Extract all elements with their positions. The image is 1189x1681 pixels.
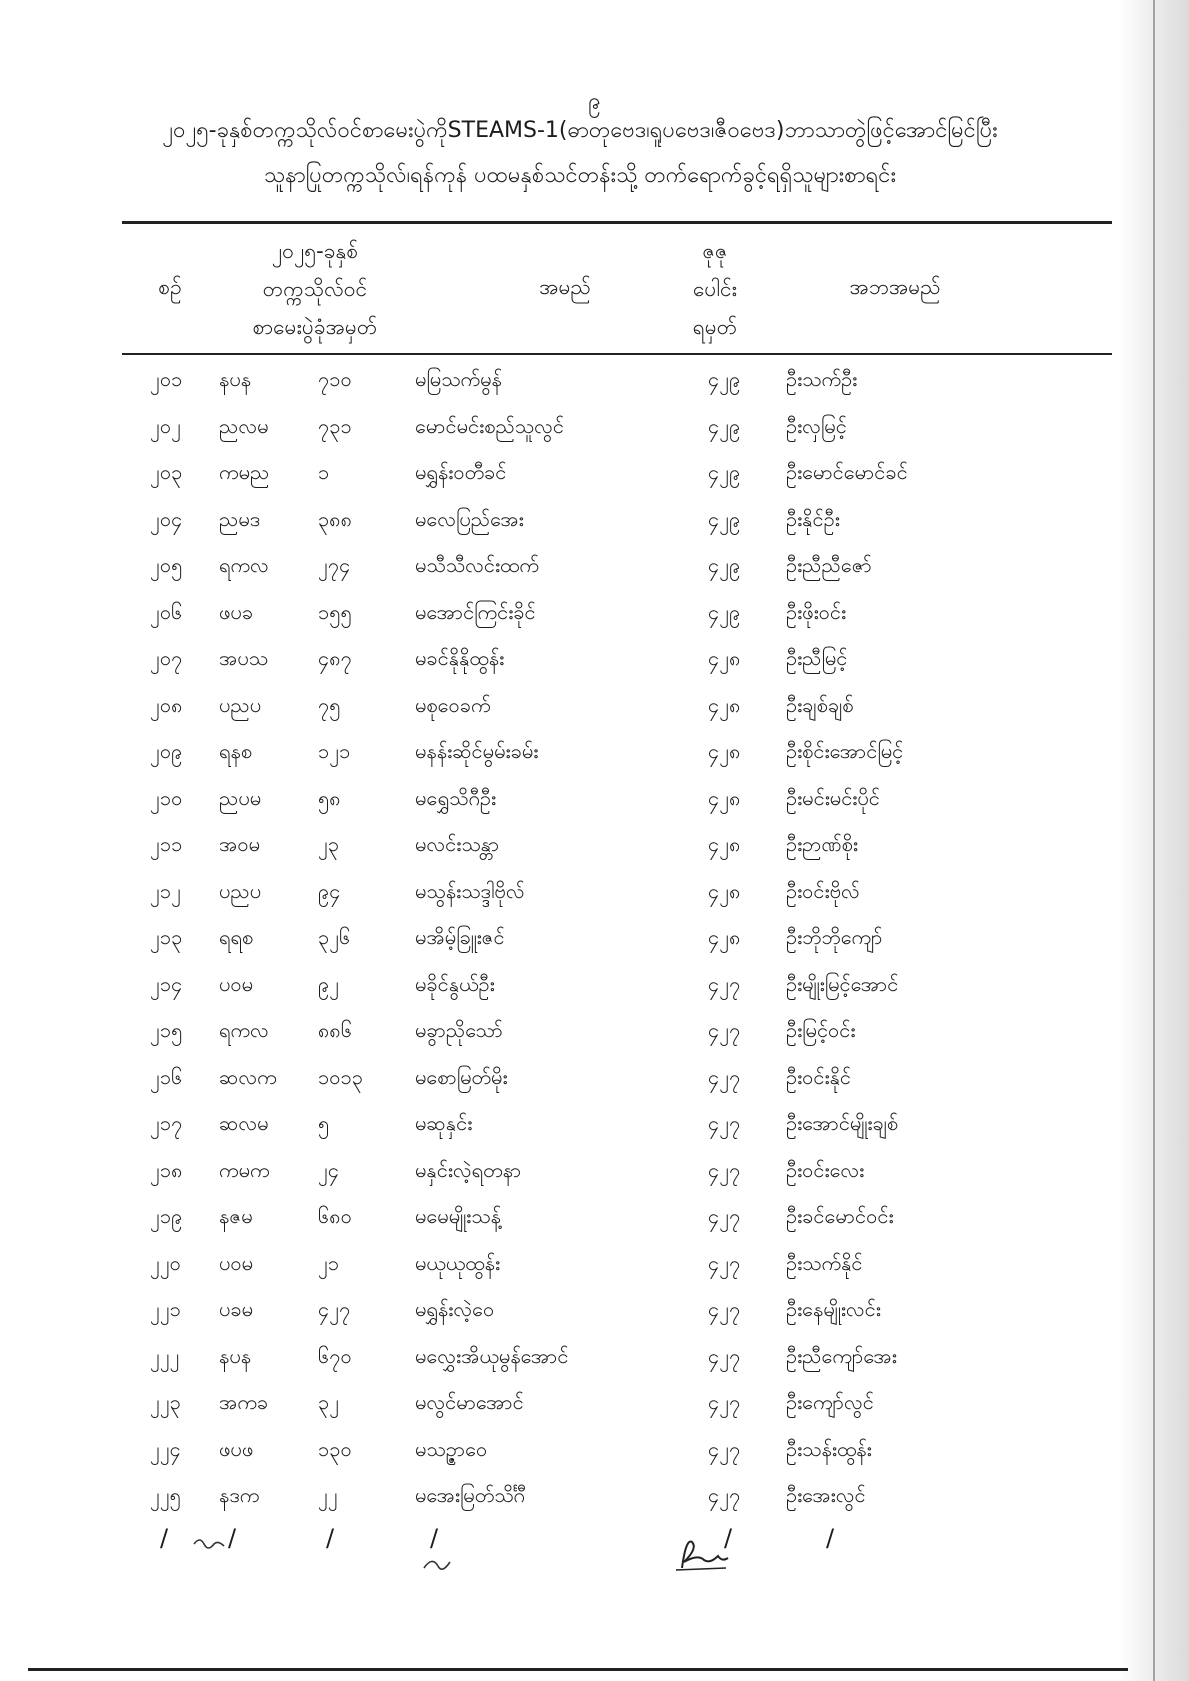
row-score: ၄၂၈ — [708, 692, 741, 717]
row-exam-number: ၆၇၀ — [318, 1343, 352, 1368]
row-score: ၄၂၈ — [708, 646, 741, 670]
initial-scribble-1 — [190, 1532, 230, 1552]
row-seq: ၂၀၈ — [150, 692, 183, 717]
header-name-label: အမည် — [539, 275, 591, 299]
header-father-label: အဘအမည် — [849, 275, 941, 299]
row-seq: ၂၁၉ — [150, 1204, 183, 1228]
row-exam-number: ၂၄ — [318, 1157, 340, 1182]
row-seq: ၂၀၅ — [150, 553, 183, 577]
row-exam-number: ၅ — [318, 1111, 330, 1135]
row-seq: ၂၁၃ — [150, 925, 183, 949]
row-exam-code: နပန — [219, 1343, 252, 1368]
row-exam-code: အကခ — [219, 1390, 269, 1414]
row-name: မလွှေးအိယုမွန်အောင် — [415, 1343, 569, 1368]
row-score: ၄၂၈ — [708, 785, 741, 810]
row-score: ၄၂၉ — [708, 599, 741, 624]
row-exam-number: ၂၁ — [318, 1250, 340, 1275]
row-score: ၄၂၇ — [708, 1343, 741, 1368]
row-name: မယုယုထွန်း — [415, 1250, 501, 1275]
row-exam-code: ကမက — [219, 1157, 270, 1182]
header-score-line-2: ပေါင်း — [693, 277, 737, 301]
row-exam-number: ၃၂၆ — [318, 925, 351, 949]
row-father-name: ဦးမင်းမင်းပိုင် — [786, 785, 880, 810]
row-name: မရွှေသိဂီဦး — [415, 785, 497, 810]
row-seq: ၂၀၂ — [150, 413, 181, 438]
row-father-name: ဦးညီမြင့် — [786, 646, 848, 670]
row-score: ၄၂၇ — [708, 1111, 741, 1135]
row-seq: ၂၀၆ — [150, 599, 183, 624]
row-name: မလွင်မာအောင် — [415, 1390, 524, 1414]
table-row — [0, 732, 1189, 779]
row-score: ၄၂၉ — [708, 553, 741, 577]
row-name: မခွာညိုသော် — [415, 1018, 503, 1042]
table-row — [0, 825, 1189, 872]
table-row — [0, 965, 1189, 1012]
row-name: မသွန်းသဒ္ဒါဗိုလ် — [415, 878, 525, 903]
row-exam-number: ၉၂ — [318, 971, 340, 996]
row-exam-number: ၃၈၈ — [318, 506, 353, 531]
row-score: ၄၂၈ — [708, 832, 741, 856]
row-score: ၄၂၉ — [708, 460, 741, 484]
table-row — [0, 1337, 1189, 1384]
row-exam-number: ၅၈ — [318, 785, 341, 810]
row-seq: ၂၁၇ — [150, 1111, 183, 1135]
row-score: ၄၂၇ — [708, 1297, 741, 1321]
row-seq: ၂၁၁ — [150, 832, 183, 856]
table-row — [0, 639, 1189, 686]
row-score: ၄၂၇ — [708, 1157, 741, 1182]
row-father-name: ဦးသက်ဦး — [786, 367, 858, 391]
end-mark: / — [724, 1524, 733, 1552]
table-header-rule — [122, 353, 1112, 355]
row-seq: ၂၁၂ — [150, 878, 181, 903]
row-score: ၄၂၈ — [708, 878, 741, 903]
row-name: မအေးမြတ်သိင်္ဂီ — [415, 1483, 527, 1507]
row-father-name: ဦးဖိုးဝင်း — [786, 599, 847, 624]
row-name: မစောမြတ်မိုး — [415, 1064, 508, 1089]
row-father-name: ဦးဘိုဘိုကျော် — [786, 925, 883, 949]
row-seq: ၂၁၄ — [150, 971, 183, 996]
row-exam-number: ၁၃၀ — [318, 1436, 352, 1461]
row-exam-code: အပသ — [219, 646, 269, 670]
table-row — [0, 1430, 1189, 1477]
row-score: ၄၂၇ — [708, 1250, 741, 1275]
row-father-name: ဦးအေးလွင် — [786, 1483, 866, 1507]
row-father-name: ဦးနိုင်ဦး — [786, 506, 840, 531]
row-seq: ၂၀၉ — [150, 739, 183, 763]
row-score: ၄၂၇ — [708, 1204, 741, 1228]
row-father-name: ဦးသန်းထွန်း — [786, 1436, 872, 1461]
table-row — [0, 1058, 1189, 1105]
row-exam-number: ၂၂ — [318, 1483, 338, 1507]
row-name: မစုဝေခက် — [415, 692, 491, 717]
header-father-name — [800, 268, 990, 306]
row-father-name: ဦးလှမြင့် — [786, 413, 847, 438]
page-bottom-rule — [28, 1668, 1128, 1671]
row-name: မမေမျိုးသန့် — [415, 1204, 501, 1228]
header-name — [470, 268, 660, 306]
row-exam-code: ပဝမ — [219, 1250, 254, 1275]
table-row — [0, 546, 1189, 593]
row-seq: ၂၀၁ — [150, 367, 183, 391]
row-exam-number: ၇၁၀ — [318, 367, 352, 391]
row-exam-number: ၆၈၀ — [318, 1204, 352, 1228]
row-seq: ၂၂၀ — [150, 1250, 181, 1275]
table-row — [0, 918, 1189, 965]
row-score: ၄၂၇ — [708, 1483, 741, 1507]
row-exam-code: ရကလ — [219, 553, 269, 577]
row-seq: ၂၀၃ — [150, 460, 183, 484]
page-number: ၉ — [588, 89, 601, 114]
row-seq: ၂၀၄ — [150, 506, 183, 531]
row-father-name: ဦးအောင်မျိုးချစ် — [786, 1111, 899, 1135]
row-father-name: ဦးနေမျိုးလင်း — [786, 1297, 881, 1321]
row-exam-code: ဆလက — [219, 1064, 277, 1089]
row-score: ၄၂၇ — [708, 1436, 741, 1461]
row-name: မဆုနှင်း — [415, 1111, 473, 1135]
row-father-name: ဦးဉာဏ်စိုး — [786, 832, 858, 856]
row-exam-number: ၄၈၇ — [318, 646, 352, 670]
row-father-name: ဦးခင်မောင်ဝင်း — [786, 1204, 894, 1228]
row-score: ၄၂၉ — [708, 413, 741, 438]
row-father-name: ဦးဝင်းဗိုလ် — [786, 878, 860, 903]
table-row — [0, 407, 1189, 454]
row-seq: ၂၂၃ — [150, 1390, 181, 1414]
row-exam-number: ၇၅ — [318, 692, 341, 717]
row-seq: ၂၁၀ — [150, 785, 183, 810]
row-name: မနှင်းလဲ့ရတနာ — [415, 1157, 522, 1182]
row-exam-code: ညပမ — [219, 785, 262, 810]
table-row — [0, 453, 1189, 500]
document-title-line-2: သူနာပြုတက္ကသိုလ်၊ရန်ကုန် ပထမနှစ်သင်တန်းသို့ တက်ရောက်ခွင့်ရရှိသူများစာရင်း — [263, 163, 897, 188]
row-seq: ၂၀၇ — [150, 646, 183, 670]
row-seq: ၂၁၈ — [150, 1157, 183, 1182]
row-exam-code: ပဝမ — [219, 971, 254, 996]
row-score: ၄၂၇ — [708, 1390, 741, 1414]
row-father-name: ဦးဝင်းနိုင် — [786, 1064, 851, 1089]
row-exam-code: ပညပ — [219, 692, 262, 717]
row-exam-code: ဖပဖ — [219, 1436, 254, 1461]
table-row — [0, 500, 1189, 547]
table-row — [0, 593, 1189, 640]
row-exam-code: ရရစ — [219, 925, 254, 949]
row-score: ၄၂၈ — [708, 739, 741, 763]
table-row — [0, 872, 1189, 919]
row-exam-number: ၁၀၁၃ — [318, 1064, 363, 1089]
row-name: မခိုင်နွယ်ဦး — [415, 971, 495, 996]
row-father-name: ဦးစိုင်းအောင်မြင့် — [786, 739, 904, 763]
row-exam-number: ၇၃၁ — [318, 413, 352, 438]
table-row — [0, 360, 1189, 407]
table-top-rule — [122, 221, 1112, 224]
row-score: ၄၂၈ — [708, 925, 741, 949]
row-father-name: ဦးချစ်ချစ် — [786, 692, 854, 717]
row-exam-code: အဝမ — [219, 832, 261, 856]
end-marks — [0, 1524, 1189, 1584]
row-exam-number: ၁ — [318, 460, 330, 484]
row-exam-code: ပခမ — [219, 1297, 254, 1321]
row-name: မလင်းသန္တာ — [415, 832, 500, 856]
row-score: ၄၂၇ — [708, 1018, 741, 1042]
table-body — [0, 360, 1189, 1523]
row-exam-code: ဆလမ — [219, 1111, 269, 1135]
row-father-name: ဦးမောင်မောင်ခင် — [786, 460, 908, 484]
row-score: ၄၂၇ — [708, 971, 741, 996]
row-exam-code: နဒက — [219, 1483, 260, 1507]
row-name: မမြသက်မွန် — [415, 367, 502, 391]
row-name: မရွှန်းလဲ့ဝေ — [415, 1297, 495, 1321]
table-row — [0, 1104, 1189, 1151]
row-exam-code: ရကလ — [219, 1018, 269, 1042]
row-father-name: ဦးညီညီဇော် — [786, 553, 872, 577]
header-score-line-3: ရမှတ် — [692, 315, 738, 339]
row-name: မသဉ္ဇာဝေ — [415, 1436, 488, 1461]
row-seq: ၂၂၄ — [150, 1436, 181, 1461]
row-exam-number: ၉၄ — [318, 878, 341, 903]
header-total-score — [665, 232, 765, 346]
row-seq: ၂၁၅ — [150, 1018, 183, 1042]
table-row — [0, 1151, 1189, 1198]
row-father-name: ဦးသက်နိုင် — [786, 1250, 863, 1275]
table-row — [0, 1011, 1189, 1058]
row-exam-code: ပညပ — [219, 878, 262, 903]
header-seq — [140, 268, 200, 306]
row-seq: ၂၂၂ — [150, 1343, 180, 1368]
row-exam-code: ရနစ — [219, 739, 253, 763]
row-seq: ၂၁၆ — [150, 1064, 183, 1089]
row-exam-code: ဖပခ — [219, 599, 254, 624]
table-row — [0, 1476, 1189, 1523]
row-exam-number: ၄၂၇ — [318, 1297, 351, 1321]
table-row — [0, 686, 1189, 733]
header-exam-line-1: ၂၀၂၅-ခုနှစ် — [271, 239, 359, 263]
row-name: မအောင်ကြင်းခိုင် — [415, 599, 536, 624]
row-father-name: ဦးမျိုးမြင့်အောင် — [786, 971, 899, 996]
header-exam-line-3: စာမေးပွဲခုံအမှတ် — [252, 315, 378, 339]
row-seq: ၂၂၅ — [150, 1483, 181, 1507]
row-exam-number: ၈၈၆ — [318, 1018, 353, 1042]
row-name: မလေပြည်အေး — [415, 506, 524, 531]
row-name: မခင်နိုနိုထွန်း — [415, 646, 505, 670]
table-row — [0, 1197, 1189, 1244]
row-score: ၄၂၉ — [708, 367, 741, 391]
row-name: မနန်းဆိုင်မွမ်းခမ်း — [415, 739, 539, 763]
row-father-name: ဦးမြင့်ဝင်း — [786, 1018, 856, 1042]
row-seq: ၂၂၁ — [150, 1297, 181, 1321]
row-exam-code: ကမည — [219, 460, 270, 484]
row-exam-code: ညလမ — [219, 413, 269, 438]
row-father-name: ဦးဝင်းလေး — [786, 1157, 865, 1182]
table-row — [0, 1383, 1189, 1430]
end-mark: / — [326, 1524, 335, 1552]
row-name: မသီသီလင်းထက် — [415, 553, 539, 577]
signature — [672, 1528, 732, 1574]
header-exam-number — [225, 232, 405, 346]
end-mark: / — [826, 1524, 835, 1552]
row-father-name: ဦးကျော်လွင် — [786, 1390, 874, 1414]
row-name: မအိမ့်ခြူးဇင် — [415, 925, 505, 949]
row-score: ၄၂၇ — [708, 1064, 741, 1089]
row-father-name: ဦးညီကျော်အေး — [786, 1343, 897, 1368]
header-exam-line-2: တက္ကသိုလ်ဝင် — [262, 277, 368, 301]
header-seq-label: စဉ် — [158, 275, 182, 299]
end-mark: / — [430, 1524, 439, 1552]
row-exam-code: နဇမ — [219, 1204, 253, 1228]
document-title-line-1: ၂၀၂၅-ခုနှစ်တက္ကသိုလ်ဝင်စာမေးပွဲကိုSTEAMS-1(ဓာတုဗေဒ၊ရူပဗေဒ၊ဇီဝဗေဒ)ဘာသာတွဲဖြင့်အောင်မြင်ပြီး — [162, 118, 998, 143]
row-exam-code: ညမဒ — [219, 506, 261, 531]
row-name: မရွှန်းဝတီခင် — [415, 460, 507, 484]
table-row — [0, 1290, 1189, 1337]
table-row — [0, 779, 1189, 826]
row-exam-number: ၂၃ — [318, 832, 340, 856]
row-name: မောင်မင်းစည်သူလွင် — [415, 413, 564, 438]
table-row — [0, 1244, 1189, 1291]
initial-scribble-2 — [418, 1548, 458, 1578]
row-exam-number: ၂၇၄ — [318, 553, 351, 577]
row-exam-number: ၁၂၁ — [318, 739, 351, 763]
row-exam-number: ၁၅၅ — [318, 599, 352, 624]
row-score: ၄၂၉ — [708, 506, 741, 531]
row-exam-code: နပန — [219, 367, 252, 391]
row-exam-number: ၃၂ — [318, 1390, 340, 1414]
end-mark: / — [160, 1524, 169, 1552]
end-mark: / — [228, 1524, 237, 1552]
header-score-line-1: ဇုဇု — [702, 239, 728, 263]
